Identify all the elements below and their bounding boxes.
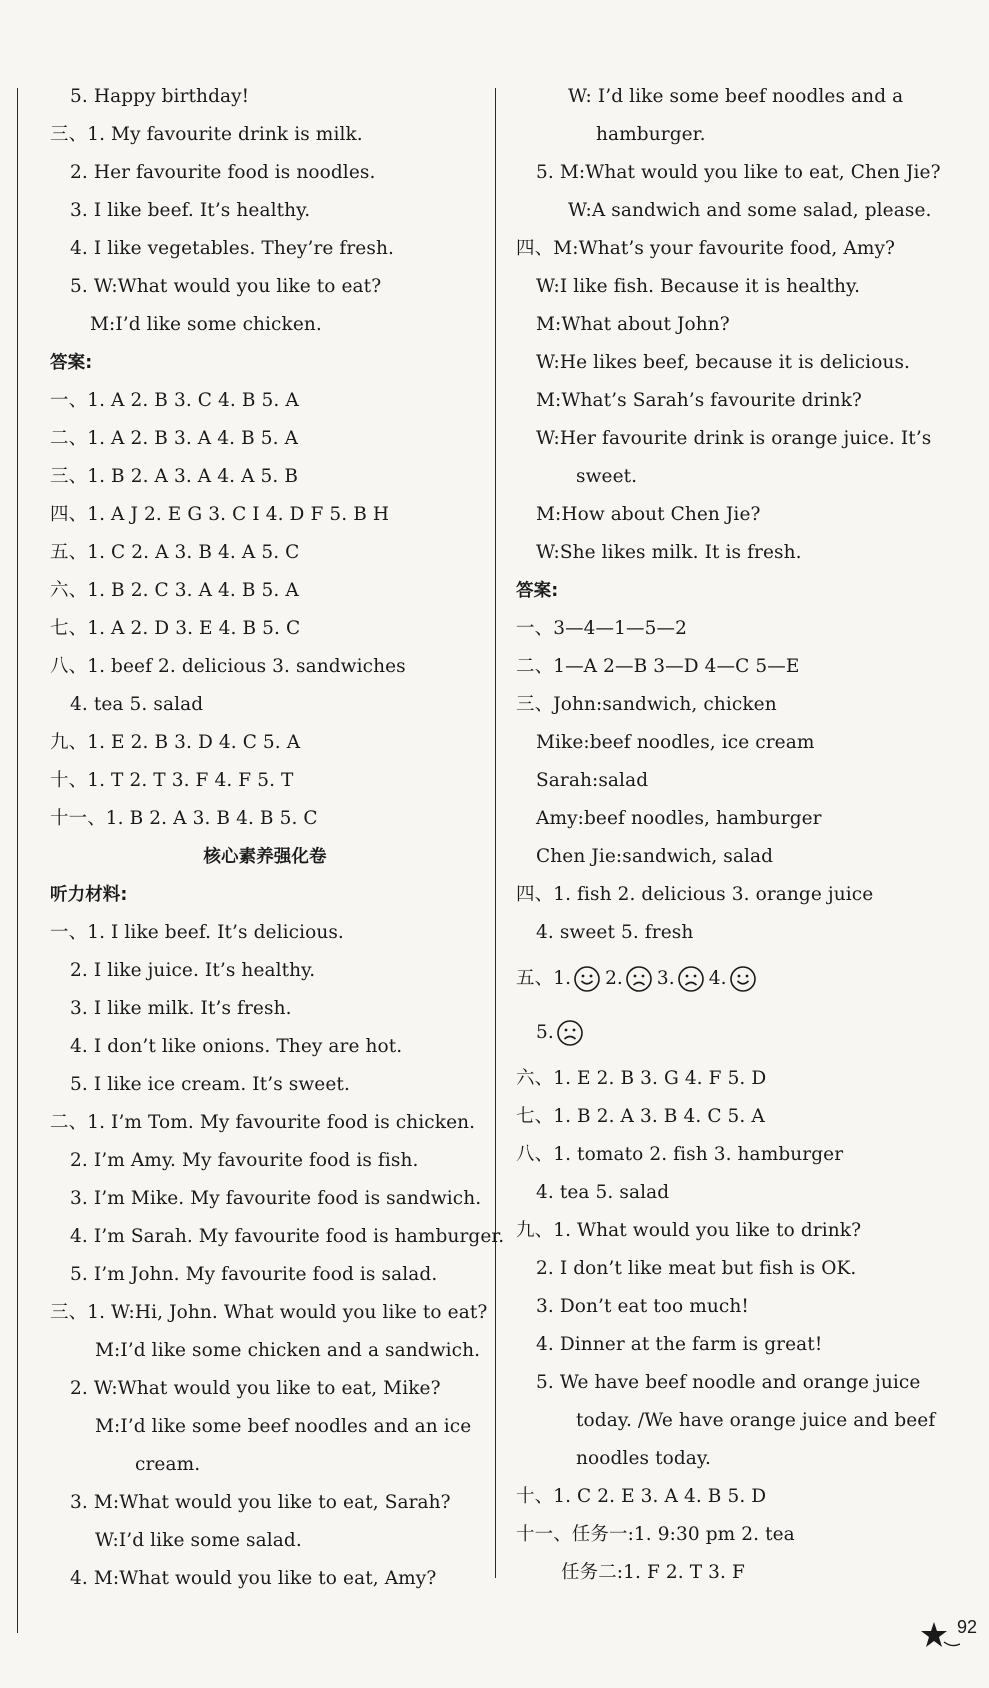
text-line: 5. W:What would you like to eat? — [70, 276, 382, 297]
star-icon — [920, 1620, 960, 1650]
answer-line: 七、1. A 2. D 3. E 4. B 5. C — [50, 618, 301, 639]
text-line: W:A sandwich and some salad, please. — [568, 200, 932, 221]
answer-line: 二、1. A 2. B 3. A 4. B 5. A — [50, 428, 299, 449]
text-line: 2. Her favourite food is noodles. — [70, 162, 376, 183]
left-margin-rule — [17, 88, 18, 1633]
text-line: 2. W:What would you like to eat, Mike? — [70, 1378, 441, 1399]
text-line: cream. — [135, 1454, 201, 1475]
answer-line: Mike:beef noodles, ice cream — [536, 732, 815, 753]
answer-line: 2. I don’t like meat but fish is OK. — [536, 1258, 857, 1279]
answer-line: 4. tea 5. salad — [536, 1182, 670, 1203]
answers-heading: 答案: — [50, 353, 93, 373]
text-line: sweet. — [576, 466, 638, 487]
text-line: M:I’d like some beef noodles and an ice — [95, 1416, 472, 1437]
answer-line: 六、1. E 2. B 3. G 4. F 5. D — [516, 1068, 767, 1089]
answer-line: today. /We have orange juice and beef — [576, 1410, 936, 1431]
text-line: 4. I don’t like onions. They are hot. — [70, 1036, 403, 1057]
answer-line: 4. sweet 5. fresh — [536, 922, 694, 943]
text-line: 3. I like milk. It’s fresh. — [70, 998, 292, 1019]
text-line: 5. I’m John. My favourite food is salad. — [70, 1264, 438, 1285]
happy-face-icon — [573, 965, 601, 993]
answer-line: Amy:beef noodles, hamburger — [536, 808, 822, 829]
text-line: 4. M:What would you like to eat, Amy? — [70, 1568, 437, 1589]
answers-heading: 答案: — [516, 581, 559, 601]
page-number: 92 — [956, 1617, 977, 1637]
text-line: M:How about Chen Jie? — [536, 504, 761, 525]
answer-line: 十一、任务一:1. 9:30 pm 2. tea — [516, 1524, 795, 1545]
text-line: 一、1. I like beef. It’s delicious. — [50, 922, 344, 943]
answer-line: 十、1. C 2. E 3. A 4. B 5. D — [516, 1486, 767, 1507]
answer-line: Sarah:salad — [536, 770, 649, 791]
answer-line: 四、1. A J 2. E G 3. C I 4. D F 5. B H — [50, 504, 390, 525]
face-label: 1. — [553, 968, 572, 989]
left-column — [50, 78, 505, 1598]
faces-prefix: 五、 — [516, 968, 554, 989]
text-line: M:I’d like some chicken and a sandwich. — [95, 1340, 481, 1361]
text-line: 3. M:What would you like to eat, Sarah? — [70, 1492, 451, 1513]
text-line: 三、1. W:Hi, John. What would you like to eat? — [50, 1302, 488, 1323]
answer-line: 5. We have beef noodle and orange juice — [536, 1372, 921, 1393]
column-divider — [495, 88, 496, 1578]
text-line: 3. I’m Mike. My favourite food is sandwich. — [70, 1188, 482, 1209]
answer-line: noodles today. — [576, 1448, 711, 1469]
answer-line: 4. tea 5. salad — [70, 694, 204, 715]
answer-line: 九、1. E 2. B 3. D 4. C 5. A — [50, 732, 301, 753]
text-line: 4. I like vegetables. They’re fresh. — [70, 238, 394, 259]
answer-line: 4. Dinner at the farm is great! — [536, 1334, 823, 1355]
text-line: W:I’d like some salad. — [95, 1530, 302, 1551]
answer-line: 任务二:1. F 2. T 3. F — [561, 1562, 745, 1583]
face-label: 4. — [708, 968, 727, 989]
answer-line: 十一、1. B 2. A 3. B 4. B 5. C — [50, 808, 318, 829]
answer-line: 九、1. What would you like to drink? — [516, 1220, 862, 1241]
text-line: 5. Happy birthday! — [70, 86, 250, 107]
text-line: 3. I like beef. It’s healthy. — [70, 200, 311, 221]
answer-line: 七、1. B 2. A 3. B 4. C 5. A — [516, 1106, 765, 1127]
text-line: 2. I like juice. It’s healthy. — [70, 960, 316, 981]
answer-line: 一、1. A 2. B 3. C 4. B 5. A — [50, 390, 299, 411]
text-line: W:He likes beef, because it is delicious. — [536, 352, 911, 373]
face-label: 3. — [656, 968, 675, 989]
text-line: W:Her favourite drink is orange juice. It’s — [536, 428, 932, 449]
text-line: 四、M:What’s your favourite food, Amy? — [516, 238, 896, 259]
text-line: W: I’d like some beef noodles and a — [568, 86, 904, 107]
text-line: 三、1. My favourite drink is milk. — [50, 124, 363, 145]
text-line: M:What’s Sarah’s favourite drink? — [536, 390, 862, 411]
sad-face-icon — [677, 965, 705, 993]
answer-line: 四、1. fish 2. delicious 3. orange juice — [516, 884, 874, 905]
section-title: 核心素养强化卷 — [203, 847, 327, 867]
text-line: 2. I’m Amy. My favourite food is fish. — [70, 1150, 419, 1171]
face-label: 2. — [605, 968, 623, 989]
answer-line: 二、1—A 2—B 3—D 4—C 5—E — [516, 656, 800, 677]
answer-line: 3. Don’t eat too much! — [536, 1296, 749, 1317]
listening-heading: 听力材料: — [50, 885, 128, 905]
sad-face-icon — [625, 965, 653, 993]
faces-answer-line — [516, 952, 956, 1006]
answer-line: 八、1. beef 2. delicious 3. sandwiches — [50, 656, 406, 677]
answer-line: 六、1. B 2. C 3. A 4. B 5. A — [50, 580, 299, 601]
answer-line: 八、1. tomato 2. fish 3. hamburger — [516, 1144, 844, 1165]
text-line: 5. I like ice cream. It’s sweet. — [70, 1074, 350, 1095]
text-line: W:She likes milk. It is fresh. — [536, 542, 802, 563]
text-line: 5. M:What would you like to eat, Chen Jie? — [536, 162, 941, 183]
face-label: 5. — [536, 1022, 554, 1043]
answer-line: Chen Jie:sandwich, salad — [536, 846, 774, 867]
text-line: hamburger. — [596, 124, 706, 145]
text-line: M:I’d like some chicken. — [90, 314, 322, 335]
answer-line: 十、1. T 2. T 3. F 4. F 5. T — [50, 770, 294, 791]
answer-line: 三、John:sandwich, chicken — [516, 694, 777, 715]
text-line: 4. I’m Sarah. My favourite food is hamburger. — [70, 1226, 505, 1247]
faces-answer-line-2 — [516, 1006, 956, 1060]
sad-face-icon — [556, 1019, 584, 1047]
answer-line: 五、1. C 2. A 3. B 4. A 5. C — [50, 542, 300, 563]
text-line: 二、1. I’m Tom. My favourite food is chicken. — [50, 1112, 476, 1133]
answer-line: 三、1. B 2. A 3. A 4. A 5. B — [50, 466, 299, 487]
answer-line: 一、3—4—1—5—2 — [516, 618, 687, 639]
text-line: W:I like fish. Because it is healthy. — [536, 276, 861, 297]
right-column — [516, 78, 956, 1592]
happy-face-icon — [729, 965, 757, 993]
text-line: M:What about John? — [536, 314, 730, 335]
